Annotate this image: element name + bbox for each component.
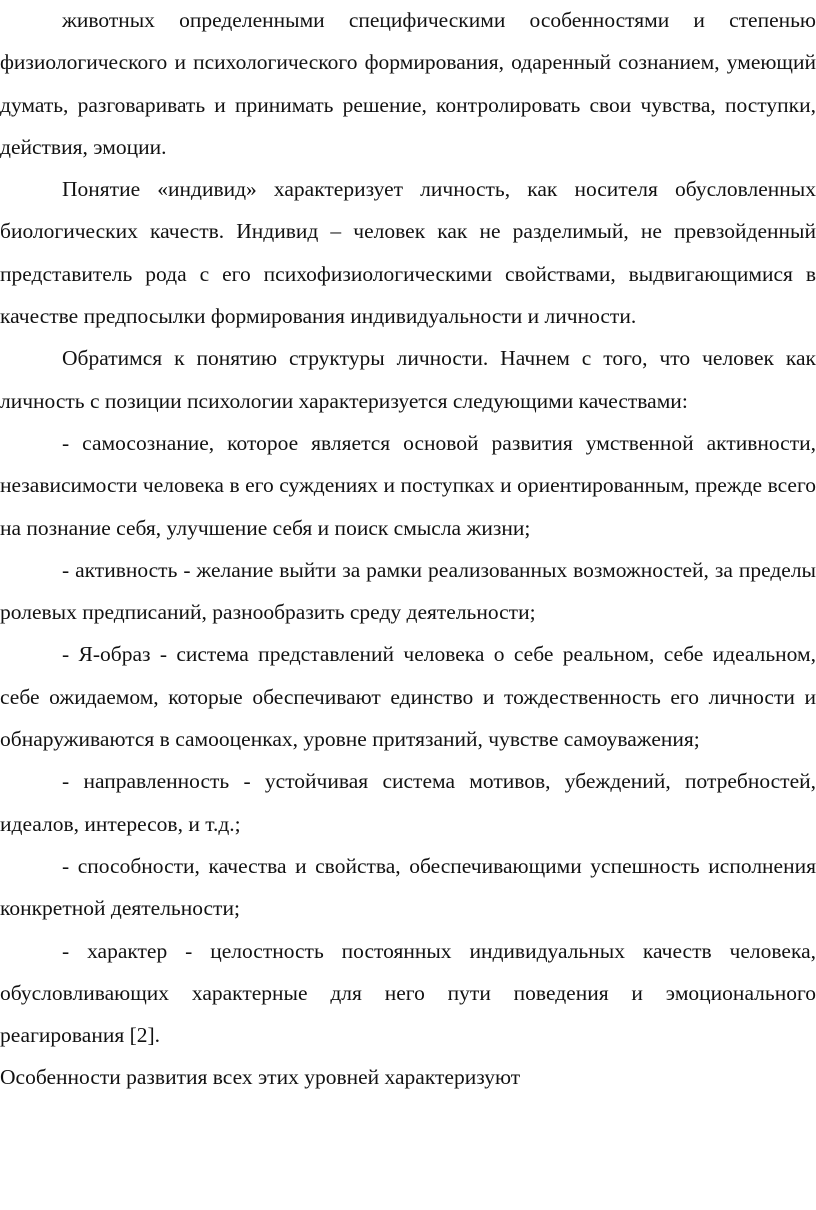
list-item-character: - характер - целостность постоянных индивидуальных качеств человека, обусловливающих характерные для него пути поведения и эмоционального реагирования [2]. (0, 938, 816, 1048)
paragraph-1: животных определенными специфическими особенностями и степенью физиологического и психологического формирования, одаренный сознанием, умеющий думать, разговаривать и принимать решение, контролировать свои чувства, поступки, действия, эмоции. (0, 8, 816, 159)
list-item-self-image: - Я-образ - система представлений человека о себе реальном, себе идеальном, себе ожидаемом, которые обеспечивают единство и тождественность его личности и обнаруживаются в самооценках, уровне притязаний, чувстве самоуважения; (0, 642, 816, 752)
list-item-abilities: - способности, качества и свойства, обеспечивающими успешность исполнения конкретной деятельности; (0, 853, 816, 921)
list-item-orientation: - направленность - устойчивая система мотивов, убеждений, потребностей, идеалов, интересов, и т.д.; (0, 769, 816, 836)
list-item-self-awareness: - самосознание, которое является основой развития умственной активности, независимости человека в его суждениях и поступках и ориентированным, прежде всего на познание себя, улучшение себя и поиск смысла жизни; (0, 430, 816, 540)
paragraph-3: Обратимся к понятию структуры личности. Начнем с того, что человек как личность с позиции психологии характеризуется следующими качествами: (0, 346, 816, 413)
list-item-activity: - активность - желание выйти за рамки реализованных возможностей, за пределы ролевых предписаний, разнообразить среду деятельности; (0, 557, 816, 625)
paragraph-final: Особенности развития всех этих уровней характеризуют (0, 1065, 521, 1090)
paragraph-2: Понятие «индивид» характеризует личность, как носителя обусловленных биологических качеств. Индивид – человек как не разделимый, не превзойденный представитель рода с его психофизиологическими свойствами, выдвигающимися в качестве предпосылки формирования индивидуальности и личности. (0, 177, 816, 329)
